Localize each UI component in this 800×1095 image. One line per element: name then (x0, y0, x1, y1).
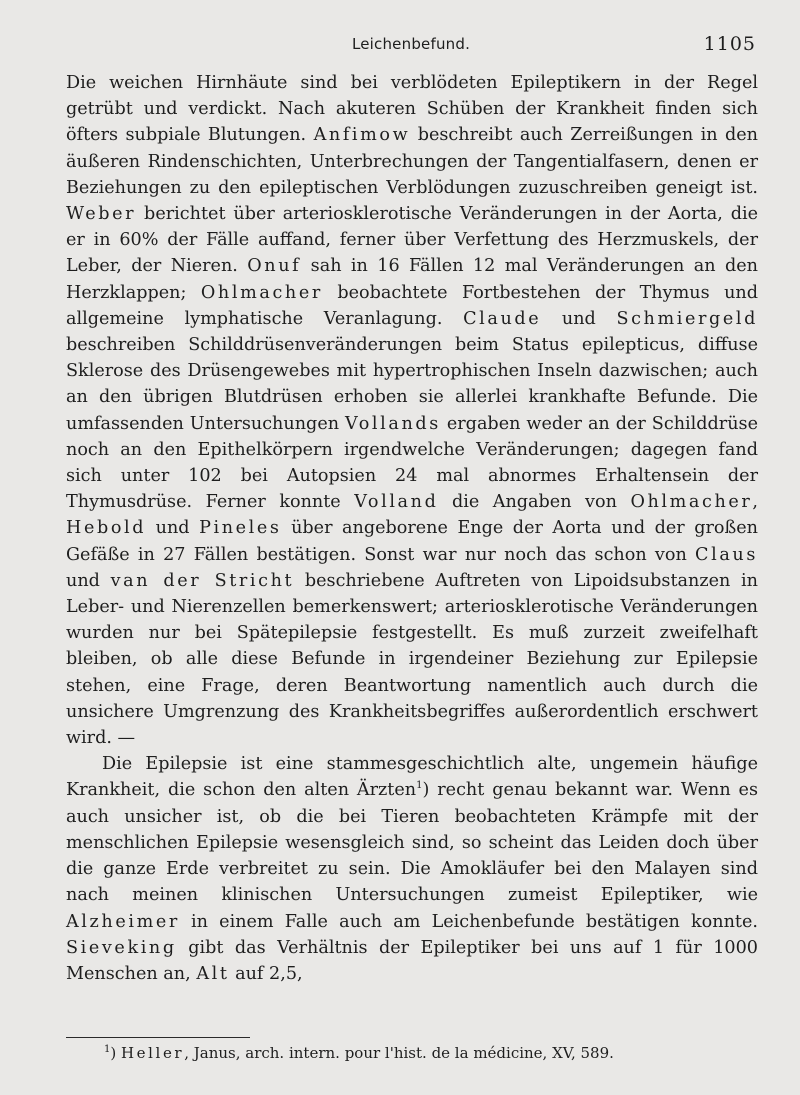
spaced-name: van der Stricht (110, 570, 295, 591)
spaced-name: Schmiergeld (616, 308, 758, 329)
text-run: gibt das Verhältnis der Epileptiker bei uns auf 1 für 1000 Menschen an, (66, 937, 758, 984)
running-head: Leichenbefund. (351, 35, 471, 53)
text-run: sah in 16 Fällen 12 mal Veränderungen an den Herzklappen; (66, 256, 758, 303)
spaced-name: Ohlmacher (200, 282, 323, 303)
spaced-name: Alt (196, 963, 230, 984)
text-run: ergaben weder an der Schilddrüse noch an den Epithelkörpern irgendwelche Veränderungen; dagegen fand sich unter 102 bei Autopsien 24 mal abnormes Erhaltensein der Thymusdrüse. Ferner konnte (66, 413, 758, 513)
spaced-name: Ohlmacher (630, 492, 753, 513)
spaced-name: Vollands (345, 413, 441, 434)
spaced-name: Alzheimer (66, 911, 180, 932)
text-run: und (66, 570, 111, 591)
text-run: die Angaben von (438, 492, 631, 513)
text-run: über angeborene Enge der Aorta und der großen Gefäße in 27 Fällen bestätigen. Sonst war nur noch das schon von (66, 518, 758, 565)
paragraph-1 (66, 70, 758, 751)
page-header (66, 33, 756, 57)
text-run: ) recht genau bekannt war. Wenn es auch unsicher ist, ob die bei Tieren beobachteten Krämpfe mit der menschlichen Epilepsie wesensgleich sind, so scheint das Leiden doch über die ganze Erde verbreitet zu sein. Die Amokläufer bei den Malayen sind nach meinen klinischen Untersuchungen zumeist Epileptiker, wie (66, 780, 758, 906)
text-run: , Janus, arch. intern. pour l'hist. de la médicine, XV, 589. (184, 1044, 614, 1062)
text-run: beschreiben Schilddrüsenveränderungen beim Status epilepticus, diffuse Sklerose des Drüsengewebes mit hypertrophischen Inseln dazwischen; auch an den übrigen Blutdrüsen erhoben sie allerlei krankhafte Befunde. Die umfassenden Untersuchungen (66, 335, 758, 434)
text-run: , (752, 492, 758, 513)
spaced-name: Anfimow (313, 125, 411, 146)
text-run: und (146, 518, 200, 539)
text-run: Die weichen Hirnhäute sind bei verblödeten Epileptikern in der Regel getrübt und verdickt. Nach akuteren Schüben der Krankheit finden sich öfters subpiale Blutungen. (66, 73, 758, 146)
text-run: beschreibt auch Zerreißungen in den äußeren Rindenschichten, Unterbrechungen der Tangentialfasern, denen er Beziehungen zu den epileptischen Verblödungen zuzuschreiben geneigt ist. (66, 125, 758, 198)
footnote-rule (66, 1037, 250, 1038)
spaced-name: Pineles (199, 518, 282, 539)
footnote (104, 1043, 764, 1063)
text-run: Die Epilepsie ist eine stammesgeschichtlich alte, ungemein häufige Krankheit, die schon den alten Ärzten (66, 754, 758, 801)
page-number: 1105 (703, 33, 756, 55)
spaced-name: Claude (463, 308, 542, 329)
footnote-marker: 1 (104, 1044, 111, 1055)
spaced-name: Claus (695, 544, 758, 565)
footnote-marker: 1 (416, 780, 423, 792)
text-run: beschriebene Auftreten von Lipoidsubstanzen in Leber- und Nierenzellen bemerkenswert; arteriosklerotische Veränderungen wurden nur bei Spätepilepsie festgestellt. Es muß zurzeit zweifelhaft bleiben, ob alle diese Befunde in irgendeiner Beziehung zur Epilepsie stehen, eine Frage, deren Beantwortung namentlich auch durch die unsichere Umgrenzung des Krankheitsbegriffes außerordentlich erschwert wird. — (66, 570, 758, 749)
text-run: ) (110, 1044, 121, 1062)
text-run: und (541, 308, 617, 329)
spaced-name: Sieveking (66, 937, 177, 958)
text-run: in einem Falle auch am Leichenbefunde bestätigen konnte. (179, 911, 758, 932)
spaced-name: Hebold (66, 518, 147, 539)
text-run: auf 2,5, (229, 963, 303, 984)
spaced-name: Volland (354, 492, 439, 513)
spaced-name: Heller (121, 1044, 185, 1062)
paragraph-2 (66, 751, 758, 987)
body-text (66, 70, 758, 987)
text-run: berichtet über arteriosklerotische Veränderungen in der Aorta, die er in 60% der Fälle auffand, ferner über Verfettung des Herzmuskels, der Leber, der Nieren. (66, 204, 758, 277)
spaced-name: Weber (66, 204, 137, 225)
text-run: beobachtete Fortbestehen der Thymus und allgemeine lymphatische Veranlagung. (66, 282, 759, 329)
spaced-name: Onuf (247, 256, 302, 277)
